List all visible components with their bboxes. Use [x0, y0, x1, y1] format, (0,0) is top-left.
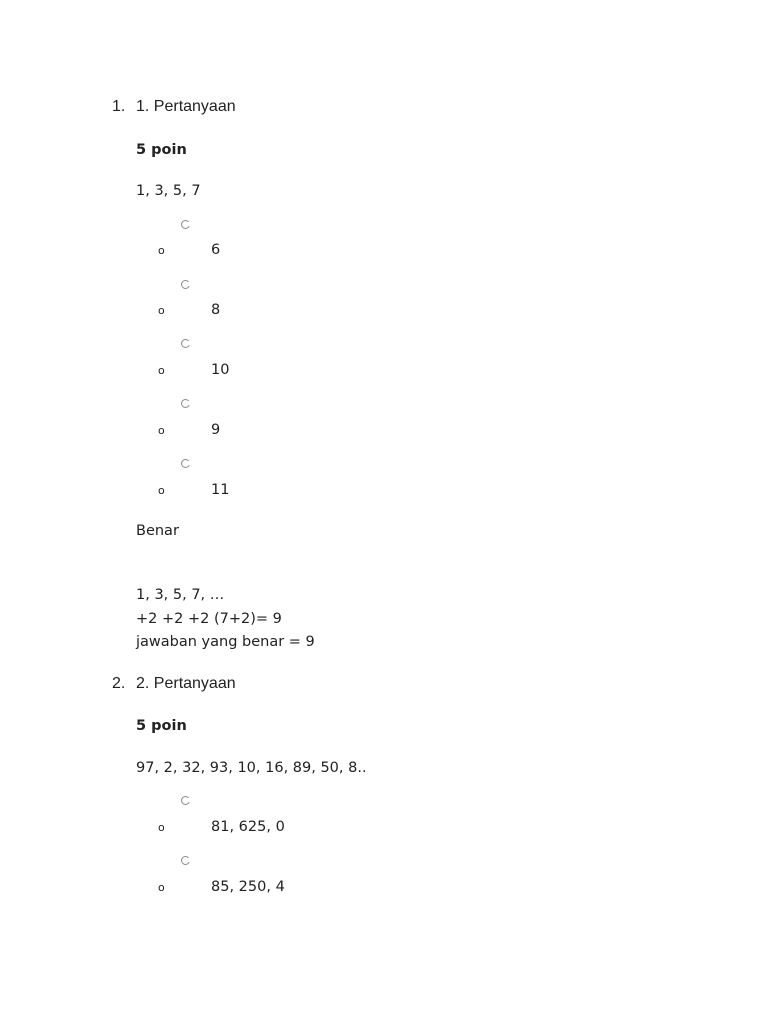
option-label[interactable]: 9	[211, 422, 221, 438]
option-label[interactable]: 11	[211, 482, 230, 498]
question-text: 1, 3, 5, 7	[136, 183, 201, 199]
option-radio[interactable]	[181, 459, 190, 468]
option-label[interactable]: 6	[211, 242, 221, 258]
question-points: 5 poin	[136, 718, 187, 734]
question-title: 2. Pertanyaan	[136, 675, 236, 692]
option-bullet: o	[158, 244, 165, 257]
option-bullet: o	[158, 881, 165, 894]
option-bullet: o	[158, 364, 165, 377]
option-bullet: o	[158, 484, 165, 497]
question-text: 97, 2, 32, 93, 10, 16, 89, 50, 8..	[136, 760, 367, 776]
option-radio[interactable]	[181, 220, 190, 229]
question-number: 2.	[112, 675, 126, 692]
option-radio[interactable]	[181, 339, 190, 348]
question-number: 1.	[112, 98, 126, 115]
explanation-line: +2 +2 +2 (7+2)= 9	[136, 611, 282, 627]
option-radio[interactable]	[181, 280, 190, 289]
option-label[interactable]: 85, 250, 4	[211, 879, 285, 895]
option-radio[interactable]	[181, 856, 190, 865]
question-points: 5 poin	[136, 142, 187, 158]
option-radio[interactable]	[181, 399, 190, 408]
option-label[interactable]: 8	[211, 302, 221, 318]
explanation-line: jawaban yang benar = 9	[136, 634, 315, 650]
option-radio[interactable]	[181, 796, 190, 805]
option-label[interactable]: 81, 625, 0	[211, 819, 285, 835]
explanation-line: 1, 3, 5, 7, …	[136, 587, 225, 603]
option-label[interactable]: 10	[211, 362, 230, 378]
option-bullet: o	[158, 304, 165, 317]
option-bullet: o	[158, 424, 165, 437]
question-title: 1. Pertanyaan	[136, 98, 236, 115]
option-bullet: o	[158, 821, 165, 834]
feedback-text: Benar	[136, 523, 179, 539]
